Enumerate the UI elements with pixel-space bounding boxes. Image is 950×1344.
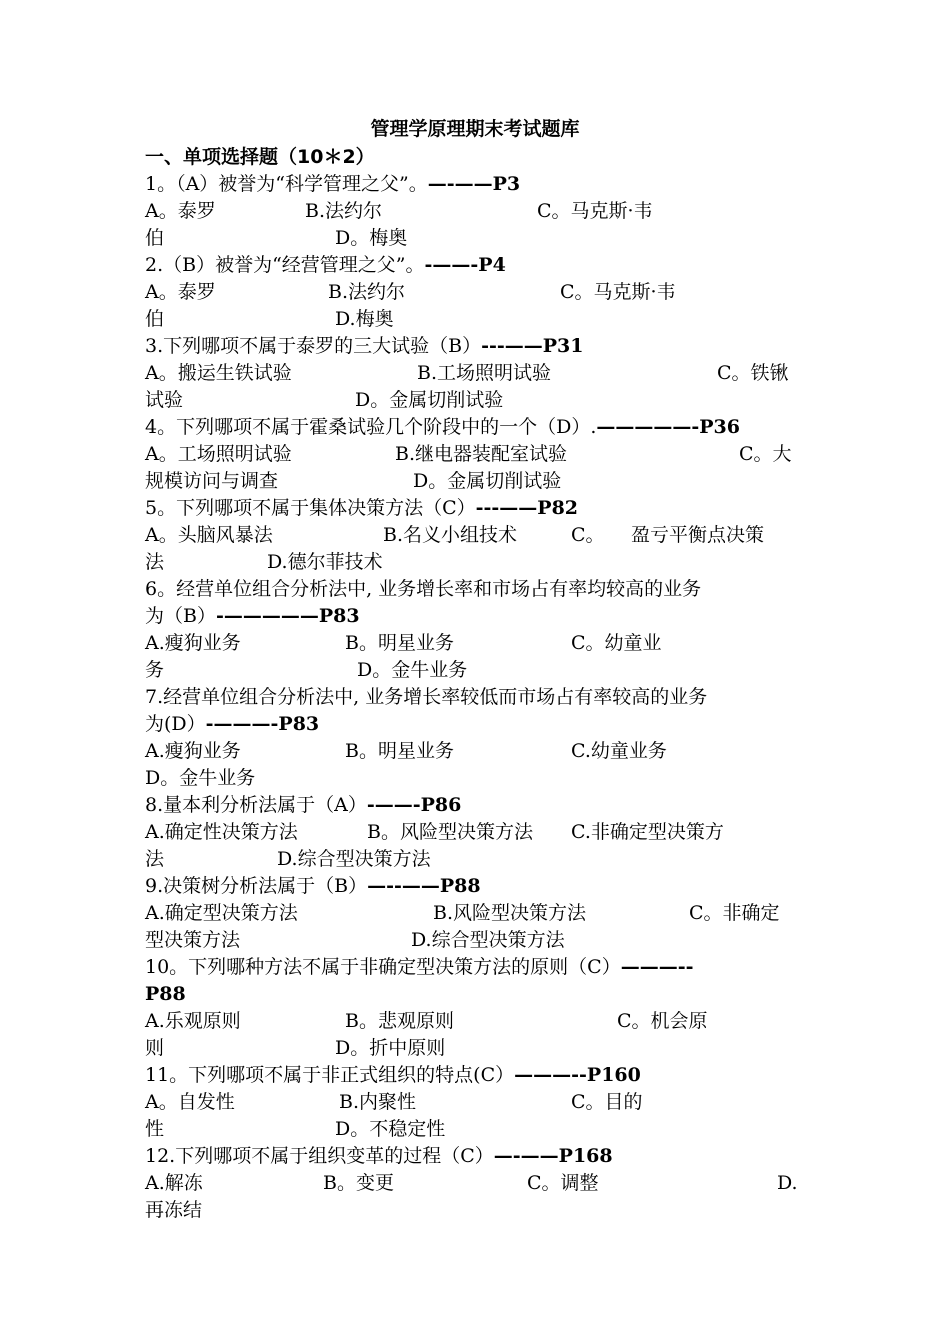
option-c-continued: 务 bbox=[145, 659, 165, 681]
option-a: A。泰罗 bbox=[145, 281, 216, 303]
option-c: C。铁锹 bbox=[717, 362, 789, 384]
section-heading: 一、单项选择题（10＊2） bbox=[145, 146, 375, 168]
question-stem: 8.量本利分析法属于（A） bbox=[145, 794, 367, 816]
options-row bbox=[145, 738, 815, 765]
document-page bbox=[145, 115, 815, 1224]
option-c: C。调整 bbox=[527, 1172, 599, 1194]
option-d: D。金牛业务 bbox=[145, 767, 256, 789]
options-row bbox=[145, 279, 815, 306]
page-reference: P88 bbox=[145, 983, 186, 1005]
page-reference: —-——P168 bbox=[493, 1145, 613, 1167]
question-stem: 12.下列哪项不属于组织变革的过程（C） bbox=[145, 1145, 494, 1167]
option-d: D. bbox=[777, 1172, 798, 1194]
option-c-continued: 性 bbox=[145, 1118, 165, 1140]
question-stem: 6。经营单位组合分析法中, 业务增长率和市场占有率均较高的业务 bbox=[145, 578, 702, 600]
option-c: C.幼童业务 bbox=[571, 740, 667, 762]
options-row bbox=[145, 819, 815, 846]
option-a: A.确定型决策方法 bbox=[145, 902, 298, 924]
option-a: A。头脑风暴法 bbox=[145, 524, 273, 546]
option-a: A.乐观原则 bbox=[145, 1010, 241, 1032]
option-b: B.法约尔 bbox=[305, 200, 383, 222]
options-row bbox=[145, 198, 815, 225]
option-d: D。金属切削试验 bbox=[413, 470, 562, 492]
question-3 bbox=[145, 333, 815, 360]
option-a: A。自发性 bbox=[145, 1091, 235, 1113]
question-4 bbox=[145, 414, 815, 441]
option-b: B.继电器装配室试验 bbox=[395, 443, 568, 465]
question-11 bbox=[145, 1062, 815, 1089]
options-row bbox=[145, 549, 815, 576]
options-row bbox=[145, 441, 815, 468]
option-a: A.瘦狗业务 bbox=[145, 740, 241, 762]
option-b: B。变更 bbox=[323, 1172, 394, 1194]
option-b: B.工场照明试验 bbox=[417, 362, 552, 384]
question-stem: 1。（A）被誉为“科学管理之父”。 bbox=[145, 173, 428, 195]
options-row bbox=[145, 630, 815, 657]
question-stem: 11。下列哪项不属于非正式组织的特点(C） bbox=[145, 1064, 515, 1086]
option-b: B.内聚性 bbox=[339, 1091, 417, 1113]
question-8 bbox=[145, 792, 815, 819]
question-stem: 2.（B）被誉为“经营管理之父”。 bbox=[145, 254, 425, 276]
options-row bbox=[145, 306, 815, 333]
option-d: D。金牛业务 bbox=[357, 659, 468, 681]
page-reference: ———--P160 bbox=[514, 1064, 641, 1086]
option-c: C。马克斯·韦 bbox=[560, 281, 676, 303]
page-reference: —-——P3 bbox=[427, 173, 521, 195]
question-stem: 为（B） bbox=[145, 605, 216, 627]
options-row bbox=[145, 225, 815, 252]
option-b: B.法约尔 bbox=[328, 281, 406, 303]
options-row bbox=[145, 1008, 815, 1035]
question-stem: 4。下列哪项不属于霍桑试验几个阶段中的一个（D）. bbox=[145, 416, 597, 438]
page-reference: —————-P36 bbox=[596, 416, 740, 438]
question-6-continued bbox=[145, 603, 815, 630]
options-row bbox=[145, 1170, 815, 1197]
question-5 bbox=[145, 495, 815, 522]
options-row bbox=[145, 765, 815, 792]
page-reference: ---——P82 bbox=[475, 497, 579, 519]
option-c: C。大 bbox=[739, 443, 792, 465]
option-c-continued: 法 bbox=[145, 848, 165, 870]
options-row bbox=[145, 927, 815, 954]
options-row bbox=[145, 657, 815, 684]
question-1 bbox=[145, 171, 815, 198]
page-reference: —--——P88 bbox=[367, 875, 481, 897]
question-2 bbox=[145, 252, 815, 279]
option-d-continued: 再冻结 bbox=[145, 1199, 203, 1221]
question-6 bbox=[145, 576, 815, 603]
option-c: C。机会原 bbox=[617, 1010, 708, 1032]
question-stem: 5。下列哪项不属于集体决策方法（C） bbox=[145, 497, 476, 519]
options-row bbox=[145, 360, 815, 387]
page-reference: ---——P31 bbox=[481, 335, 584, 357]
option-c-text: 盈亏平衡点决策 bbox=[631, 524, 765, 546]
option-b: B。悲观原则 bbox=[345, 1010, 454, 1032]
options-row bbox=[145, 387, 815, 414]
option-c: C。 bbox=[571, 524, 605, 546]
page-reference: ———-- bbox=[620, 956, 694, 978]
option-a: A。搬运生铁试验 bbox=[145, 362, 292, 384]
options-row bbox=[145, 468, 815, 495]
option-c-continued: 法 bbox=[145, 551, 165, 573]
option-c-continued: 规模访问与调查 bbox=[145, 470, 279, 492]
option-d: D.综合型决策方法 bbox=[277, 848, 431, 870]
option-c: C。马克斯·韦 bbox=[537, 200, 653, 222]
question-stem: 7.经营单位组合分析法中, 业务增长率较低而市场占有率较高的业务 bbox=[145, 686, 708, 708]
option-b: B。明星业务 bbox=[345, 632, 454, 654]
option-a: A。泰罗 bbox=[145, 200, 216, 222]
option-c: C。目的 bbox=[571, 1091, 643, 1113]
option-d: D。不稳定性 bbox=[335, 1118, 446, 1140]
options-row bbox=[145, 1089, 815, 1116]
question-9 bbox=[145, 873, 815, 900]
option-a: A.瘦狗业务 bbox=[145, 632, 241, 654]
option-b: B。风险型决策方法 bbox=[367, 821, 533, 843]
option-d: D.德尔菲技术 bbox=[267, 551, 383, 573]
question-stem: 10。下列哪种方法不属于非确定型决策方法的原则（C） bbox=[145, 956, 621, 978]
option-c-continued: 伯 bbox=[145, 308, 165, 330]
options-row bbox=[145, 522, 815, 549]
option-a: A.确定性决策方法 bbox=[145, 821, 298, 843]
page-reference: -———-P83 bbox=[205, 713, 320, 735]
page-reference: -——-P86 bbox=[366, 794, 462, 816]
question-12 bbox=[145, 1143, 815, 1170]
question-10-continued bbox=[145, 981, 815, 1008]
option-d: D。折中原则 bbox=[335, 1037, 446, 1059]
question-7 bbox=[145, 684, 815, 711]
option-d: D。梅奥 bbox=[335, 227, 408, 249]
option-d: D.综合型决策方法 bbox=[411, 929, 565, 951]
option-d: D.梅奥 bbox=[335, 308, 394, 330]
option-d: D。金属切削试验 bbox=[355, 389, 504, 411]
option-c-continued: 试验 bbox=[145, 389, 184, 411]
option-a: A。工场照明试验 bbox=[145, 443, 292, 465]
question-10 bbox=[145, 954, 815, 981]
option-c: C。非确定 bbox=[689, 902, 780, 924]
question-7-continued bbox=[145, 711, 815, 738]
options-row bbox=[145, 1197, 815, 1224]
options-row bbox=[145, 1035, 815, 1062]
question-stem: 3.下列哪项不属于泰罗的三大试验（B） bbox=[145, 335, 482, 357]
page-reference: -——-P4 bbox=[424, 254, 506, 276]
page-reference: -—————P83 bbox=[215, 605, 360, 627]
option-c-continued: 伯 bbox=[145, 227, 165, 249]
option-a: A.解冻 bbox=[145, 1172, 203, 1194]
document-title: 管理学原理期末考试题库 bbox=[370, 118, 580, 140]
options-row bbox=[145, 1116, 815, 1143]
options-row bbox=[145, 846, 815, 873]
options-row bbox=[145, 900, 815, 927]
option-c: C.非确定型决策方 bbox=[571, 821, 724, 843]
option-b: B.风险型决策方法 bbox=[433, 902, 587, 924]
option-c-continued: 型决策方法 bbox=[145, 929, 241, 951]
option-c-continued: 则 bbox=[145, 1037, 165, 1059]
question-stem: 9.决策树分析法属于（B） bbox=[145, 875, 368, 897]
option-c: C。幼童业 bbox=[571, 632, 662, 654]
question-stem: 为(D） bbox=[145, 713, 206, 735]
option-b: B.名义小组技术 bbox=[383, 524, 518, 546]
option-b: B。明星业务 bbox=[345, 740, 454, 762]
